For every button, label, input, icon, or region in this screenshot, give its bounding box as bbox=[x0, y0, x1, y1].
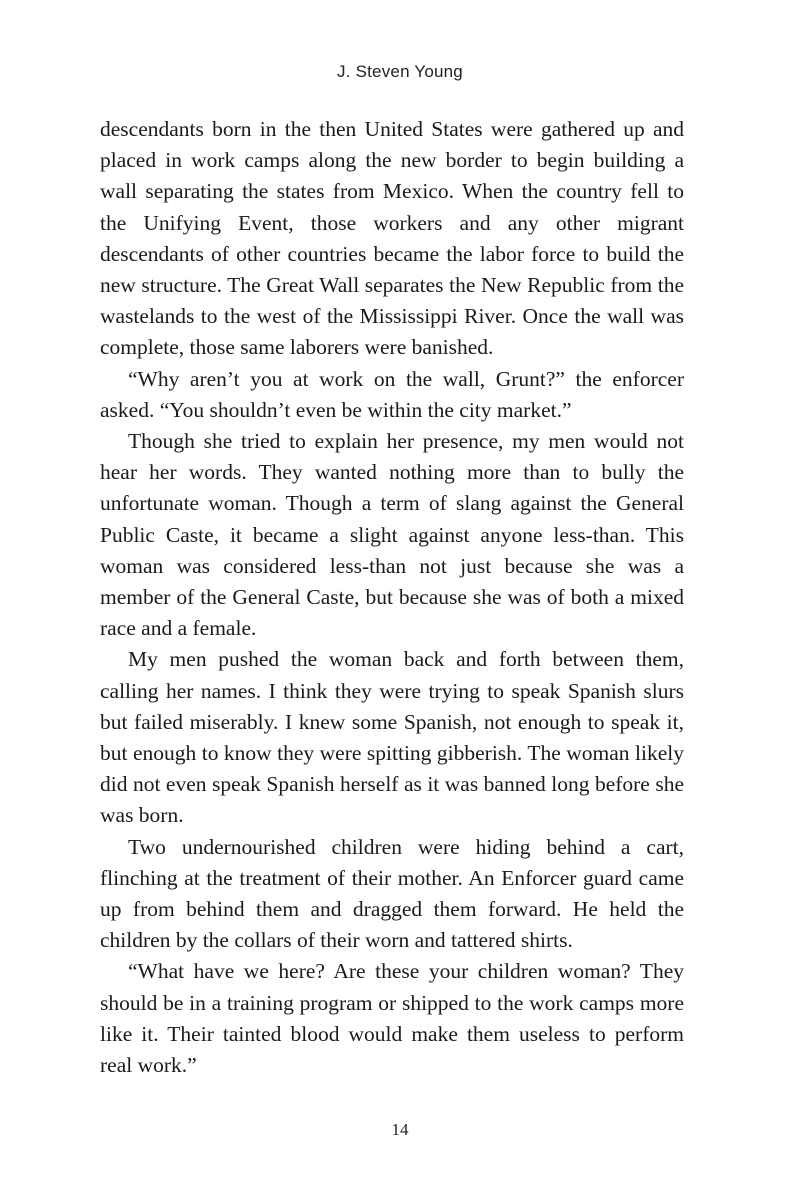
paragraph: “What have we here? Are these your children woman? They should be in a training program or shipped to the work camps more like it. Their tainted blood would make them useless to perform real work.” bbox=[100, 959, 684, 1078]
body-text bbox=[100, 114, 684, 1081]
paragraph: My men pushed the woman back and forth between them, calling her names. I think they were trying to speak Spanish slurs but failed miserably. I knew some Spanish, not enough to speak it, but enough to know they were spitting gibberish. The woman likely did not even speak Spanish herself as it was banned long before she was born. bbox=[100, 647, 684, 828]
paragraph: Though she tried to explain her presence, my men would not hear her words. They wanted nothing more than to bully the unfortunate woman. Though a term of slang against the General Public Caste, it became a slight against anyone less-than. This woman was considered less-than not just because she was a member of the General Caste, but because she was of both a mixed race and a female. bbox=[100, 429, 684, 641]
running-head-author: J. Steven Young bbox=[337, 62, 463, 81]
paragraph: Two undernourished children were hiding behind a cart, flinching at the treatment of their mother. An Enforcer guard came up from behind them and dragged them forward. He held the children by the collars of their worn and tattered shirts. bbox=[100, 834, 684, 953]
page-number: 14 bbox=[391, 1120, 409, 1139]
paragraph: descendants born in the then United States were gathered up and placed in work camps along the new border to begin building a wall separating the states from Mexico. When the country fell to the Unifying Event, those workers and any other migrant descendants of other countries became the labor force to build the new structure. The Great Wall separates the New Republic from the wastelands to the west of the Mississippi River. Once the wall was complete, those same laborers were banished. bbox=[100, 117, 684, 360]
paragraph: “Why aren’t you at work on the wall, Grunt?” the enforcer asked. “You shouldn’t even be within the city market.” bbox=[100, 366, 684, 422]
